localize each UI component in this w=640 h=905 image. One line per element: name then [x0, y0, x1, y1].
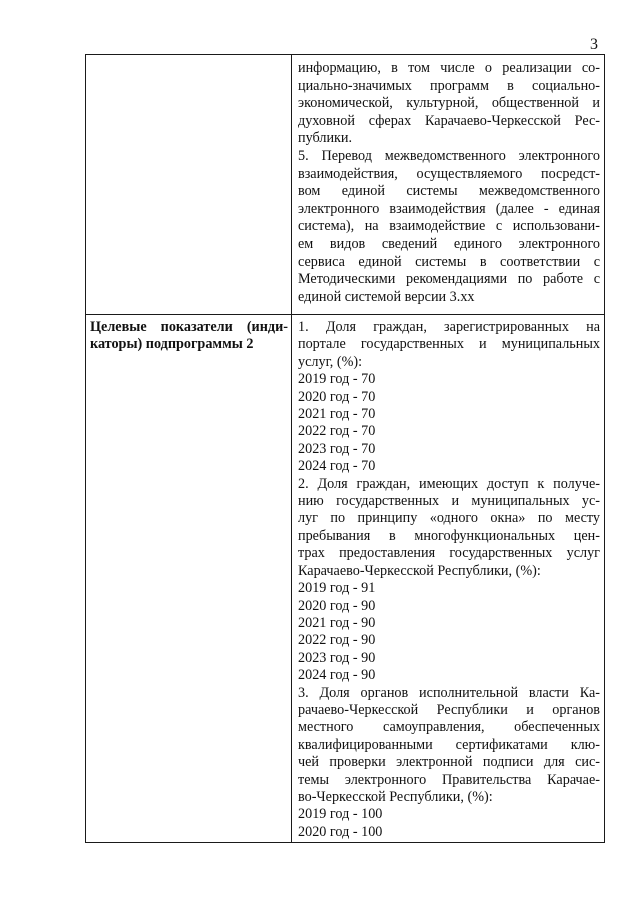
- text-line: услуг, (%):: [298, 353, 363, 370]
- text-line: трах предоставления государственных услуг: [298, 545, 600, 562]
- cell-text: [298, 319, 600, 841]
- text-line: 2. Доля граждан, имеющих доступ к получе-: [298, 475, 600, 492]
- text-line: 2021 год - 90: [298, 614, 376, 631]
- text-line: 2019 год - 91: [298, 580, 376, 597]
- text-line: взаимодействия, осуществляемого посредст-: [298, 165, 600, 182]
- text-line: циально-значимых программ в социально-: [298, 77, 600, 94]
- text-line: единой системой версии 3.хх: [298, 288, 475, 305]
- text-line: чей проверки электронной подписи для сис-: [298, 754, 600, 771]
- text-line: пребывания в многофункциональных цен-: [298, 527, 600, 544]
- text-line: местного самоуправления, обеспеченных: [298, 719, 600, 736]
- text-line: 2024 год - 90: [298, 667, 376, 684]
- text-line: темы электронного Правительства Карачае-: [298, 771, 600, 788]
- passport-table: [85, 54, 605, 843]
- text-line: во-Черкесской Республики, (%):: [298, 788, 493, 805]
- label-line: каторы) подпрограммы 2: [90, 336, 254, 352]
- indicators-label: [86, 314, 291, 353]
- text-line: 2024 год - 70: [298, 458, 376, 475]
- text-line: информацию, в том числе о реализации со-: [298, 60, 600, 76]
- row-content-cell: [292, 55, 604, 314]
- text-line: 1. Доля граждан, зарегистрированных на: [298, 319, 600, 335]
- text-line: 2021 год - 70: [298, 406, 376, 423]
- text-line: вом единой системы межведомственного: [298, 183, 600, 200]
- text-line: система), на взаимодействие с использовани-: [298, 218, 600, 235]
- page-number: 3: [590, 36, 598, 53]
- text-line: ем видов сведений единого электронного: [298, 235, 600, 252]
- text-line: 2023 год - 90: [298, 649, 376, 666]
- text-line: 2020 год - 100: [298, 823, 383, 840]
- text-line: 2020 год - 90: [298, 597, 376, 614]
- row-label-cell: [86, 55, 292, 314]
- text-line: 2019 год - 70: [298, 371, 376, 388]
- text-line: духовной сферах Карачаево-Черкесской Рес-: [298, 112, 600, 129]
- row-label-cell: [86, 314, 292, 842]
- text-line: нию государственных и муниципальных ус-: [298, 493, 600, 510]
- table-row: [86, 55, 604, 315]
- text-line: 2019 год - 100: [298, 806, 383, 823]
- row-content-cell: [292, 314, 604, 842]
- table-row: [86, 314, 604, 842]
- text-line: квалифицированными сертификатами клю-: [298, 736, 600, 753]
- label-line: Целевые показатели (инди-: [90, 319, 288, 335]
- text-line: электронного взаимодействия (далее - единая: [298, 200, 600, 217]
- text-line: 5. Перевод межведомственного электронного: [298, 147, 600, 164]
- text-line: экономической, культурной, общественной и: [298, 95, 600, 112]
- text-line: публики.: [298, 130, 353, 147]
- text-line: Карачаево-Черкесской Республики, (%):: [298, 562, 541, 579]
- text-line: портале государственных и муниципальных: [298, 336, 600, 353]
- text-line: Методическими рекомендациями по работе с: [298, 271, 600, 288]
- text-line: сервиса единой системы в соответствии с: [298, 253, 600, 270]
- text-line: рачаево-Черкесской Республики и органов: [298, 701, 600, 718]
- text-line: луг по принципу «одного окна» по месту: [298, 510, 600, 527]
- text-line: 2020 год - 70: [298, 388, 376, 405]
- text-line: 2023 год - 70: [298, 440, 376, 457]
- text-line: 3. Доля органов исполнительной власти Ка-: [298, 684, 600, 701]
- text-line: 2022 год - 70: [298, 423, 376, 440]
- cell-text: [298, 60, 600, 306]
- text-line: 2022 год - 90: [298, 632, 376, 649]
